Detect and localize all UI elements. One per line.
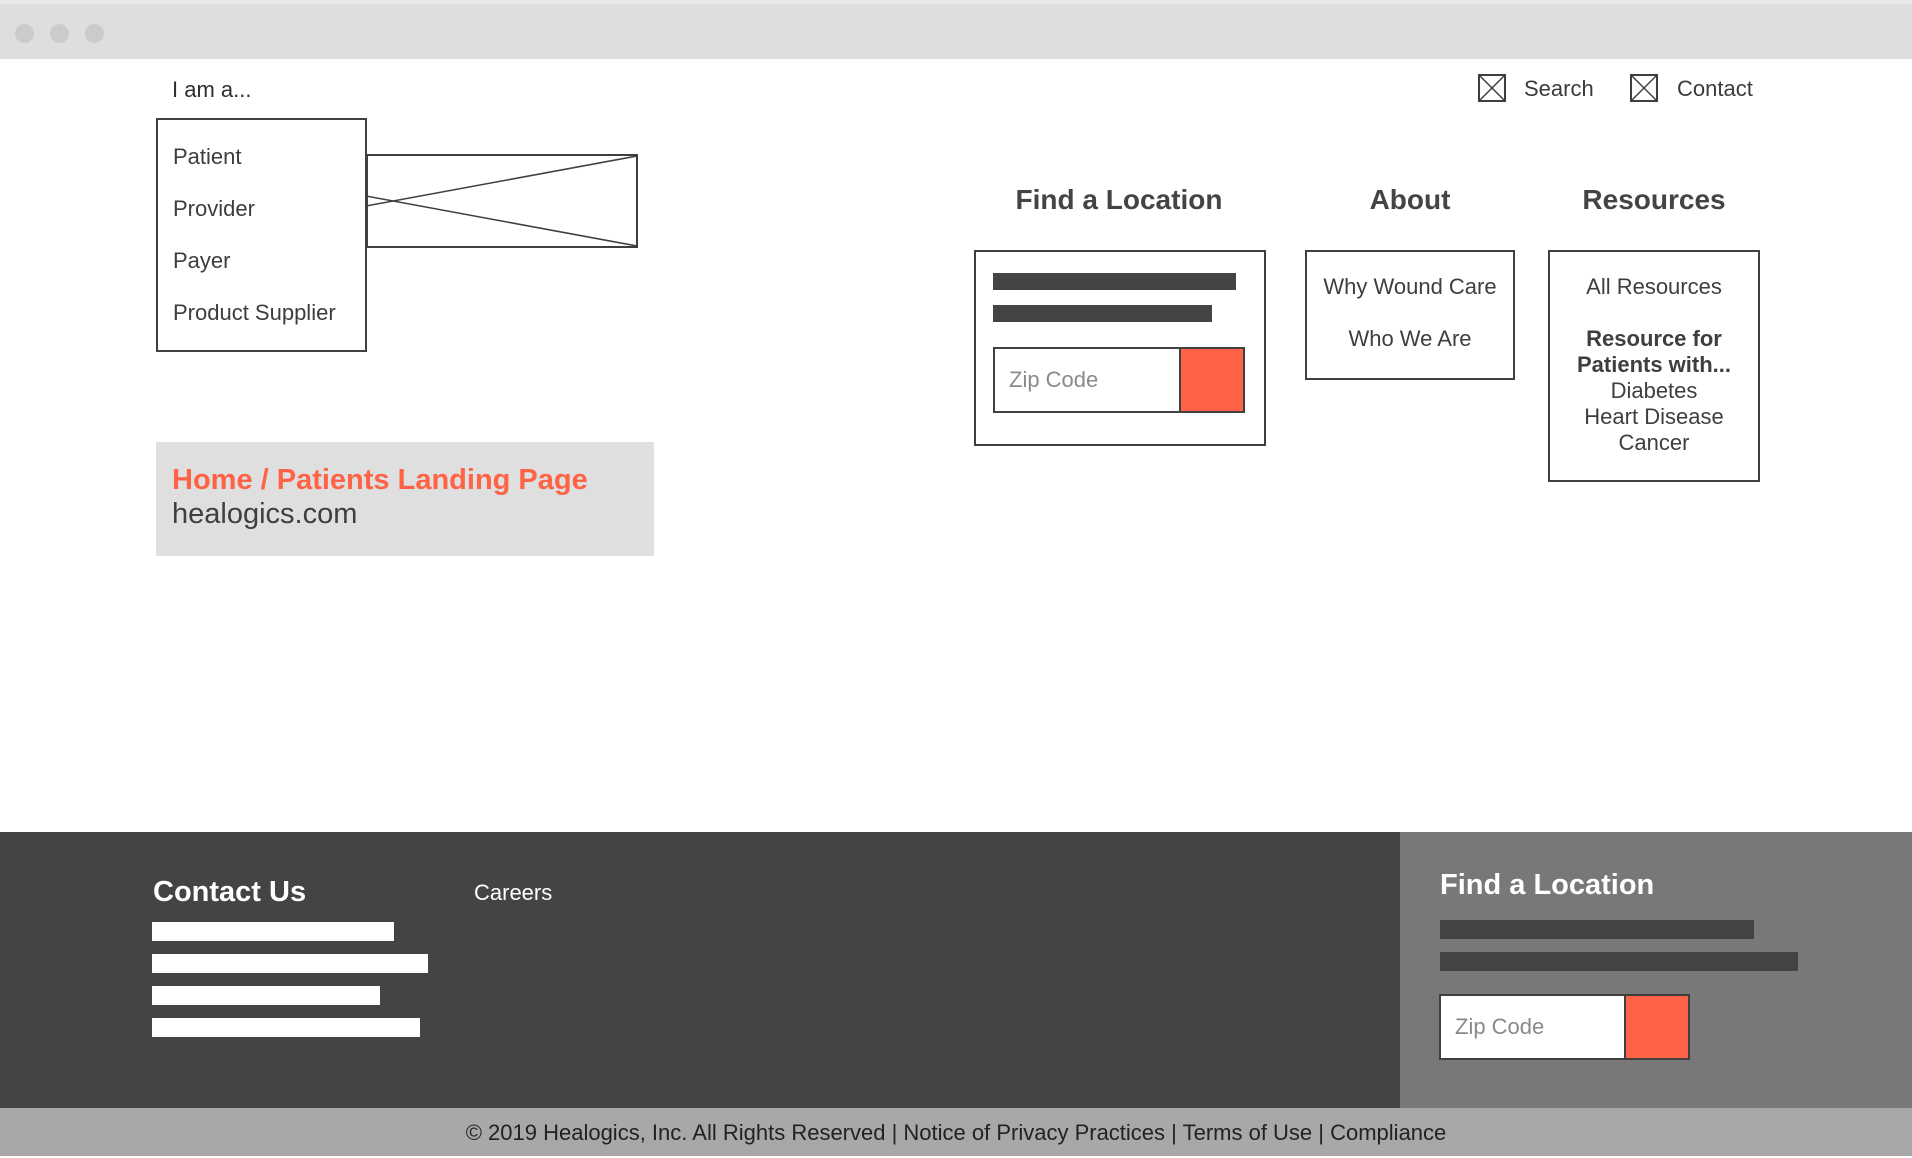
menu-item-cancer[interactable]: Cancer: [1618, 430, 1690, 455]
contact-link[interactable]: Contact: [1677, 76, 1753, 101]
menu-item-why-wound-care[interactable]: Why Wound Care: [1323, 274, 1497, 299]
audience-dropdown-menu: [156, 118, 367, 352]
footer-find-location-title: Find a Location: [1440, 869, 1655, 901]
search-link[interactable]: Search: [1524, 76, 1594, 101]
search-icon[interactable]: [1478, 74, 1506, 102]
footer-zip-code-input[interactable]: [1439, 994, 1627, 1060]
footer-text-placeholder: [152, 1018, 420, 1037]
footer-zip-search-button[interactable]: [1624, 994, 1690, 1060]
nav-resources[interactable]: Resources: [1582, 184, 1726, 215]
site-domain: healogics.com: [172, 498, 358, 530]
nav-find-location[interactable]: Find a Location: [1015, 184, 1223, 215]
legal-bar[interactable]: © 2019 Healogics, Inc. All Rights Reserved | Notice of Privacy Practices | Terms of Use | Compliance: [0, 1108, 1912, 1156]
menu-item-heart-disease[interactable]: Heart Disease: [1584, 404, 1724, 429]
menu-item-patient[interactable]: Patient: [173, 144, 242, 169]
window-maximize-dot[interactable]: [85, 24, 104, 43]
logo-placeholder-image[interactable]: [366, 154, 638, 248]
text-placeholder-bar: [993, 273, 1236, 290]
footer-text-placeholder-bar: [1440, 920, 1754, 939]
menu-item-all-resources[interactable]: All Resources: [1586, 274, 1722, 299]
zip-search-button[interactable]: [1179, 347, 1245, 413]
footer-contact-title: Contact Us: [153, 876, 307, 908]
audience-selector-label[interactable]: I am a...: [172, 77, 252, 102]
footer-careers-link[interactable]: Careers: [474, 880, 553, 905]
about-dropdown: [1305, 250, 1515, 380]
text-placeholder-bar: [993, 305, 1212, 322]
footer-text-placeholder-bar: [1440, 952, 1798, 971]
resources-group-heading-2: Patients with...: [1576, 352, 1732, 377]
footer-text-placeholder: [152, 986, 380, 1005]
menu-item-product-supplier[interactable]: Product Supplier: [173, 300, 336, 325]
window-minimize-dot[interactable]: [50, 24, 69, 43]
menu-item-diabetes[interactable]: Diabetes: [1610, 378, 1698, 403]
nav-about[interactable]: About: [1369, 184, 1451, 215]
menu-item-payer[interactable]: Payer: [173, 248, 231, 273]
browser-titlebar: [0, 0, 1912, 59]
resources-dropdown: [1548, 250, 1760, 482]
contact-icon[interactable]: [1630, 74, 1658, 102]
breadcrumb[interactable]: Home / Patients Landing Page: [172, 464, 588, 496]
page-info-box: [156, 442, 654, 556]
find-location-dropdown: [974, 250, 1266, 446]
resources-group-heading: Resource for: [1586, 326, 1722, 351]
window-close-dot[interactable]: [15, 24, 34, 43]
footer-text-placeholder: [152, 922, 394, 941]
zip-code-input[interactable]: [993, 347, 1181, 413]
menu-item-who-we-are[interactable]: Who We Are: [1348, 326, 1472, 351]
menu-item-provider[interactable]: Provider: [173, 196, 255, 221]
footer-text-placeholder: [152, 954, 428, 973]
